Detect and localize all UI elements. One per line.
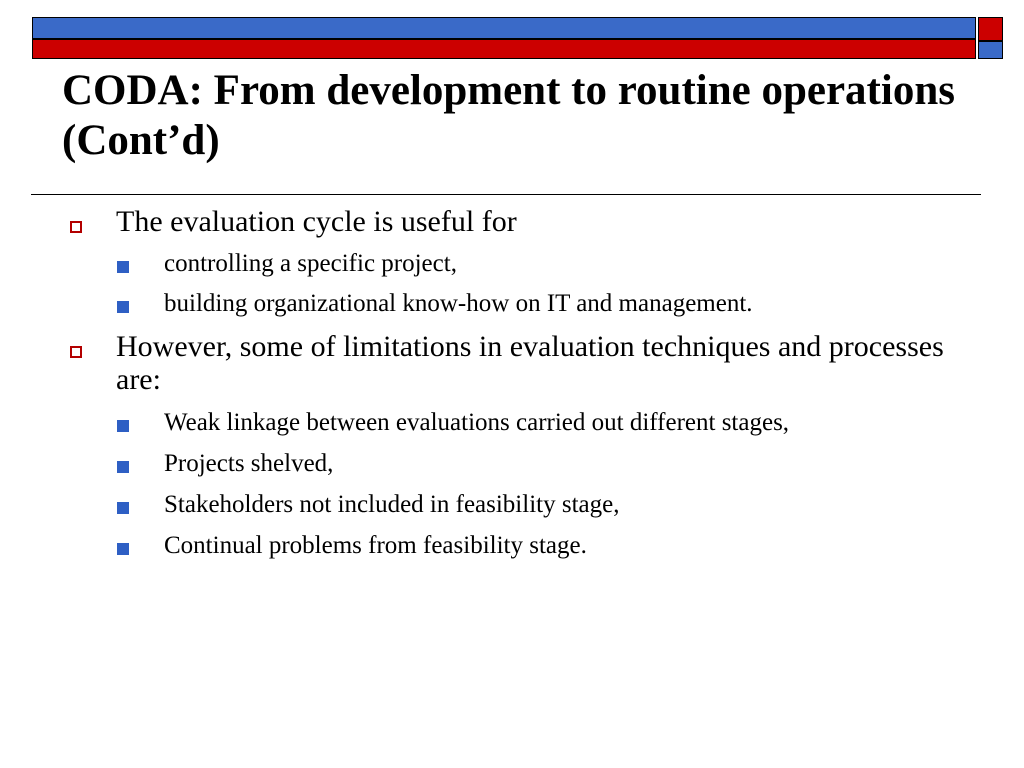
bullet-level2 xyxy=(62,490,982,520)
bullet-level2 xyxy=(62,249,982,279)
slide-title: CODA: From development to routine operations (Cont’d) xyxy=(62,67,955,164)
bullet-text: Projects shelved, xyxy=(164,450,334,477)
bullet-text: controlling a specific project, xyxy=(164,250,457,277)
filled-square-bullet-icon xyxy=(117,502,129,514)
bullet-text: Stakeholders not included in feasibility stage, xyxy=(164,491,620,518)
bullet-level2 xyxy=(62,289,982,319)
header-blue-bar xyxy=(32,17,976,39)
bullet-text: Continual problems from feasibility stage. xyxy=(164,532,587,559)
bullet-text: Weak linkage between evaluations carried out different stages, xyxy=(164,409,790,436)
hollow-square-bullet-icon xyxy=(70,221,82,233)
header-red-bar xyxy=(32,39,976,59)
filled-square-bullet-icon xyxy=(117,420,129,432)
header-corner-red-square xyxy=(978,17,1003,41)
header-corner-blue-square xyxy=(978,41,1003,59)
bullet-level2 xyxy=(62,449,982,479)
filled-square-bullet-icon xyxy=(117,301,129,313)
filled-square-bullet-icon xyxy=(117,461,129,473)
bullet-level1 xyxy=(62,330,982,396)
bullet-level1 xyxy=(62,205,982,238)
filled-square-bullet-icon xyxy=(117,261,129,273)
bullet-text: building organizational know-how on IT and management. xyxy=(164,290,753,317)
filled-square-bullet-icon xyxy=(117,543,129,555)
slide-body xyxy=(62,205,982,561)
title-divider xyxy=(31,194,981,195)
bullet-level2 xyxy=(62,531,982,561)
hollow-square-bullet-icon xyxy=(70,346,82,358)
bullet-text: However, some of limitations in evaluation techniques and processes are: xyxy=(116,330,944,396)
bullet-level2 xyxy=(62,408,982,438)
bullet-text: The evaluation cycle is useful for xyxy=(116,205,517,238)
